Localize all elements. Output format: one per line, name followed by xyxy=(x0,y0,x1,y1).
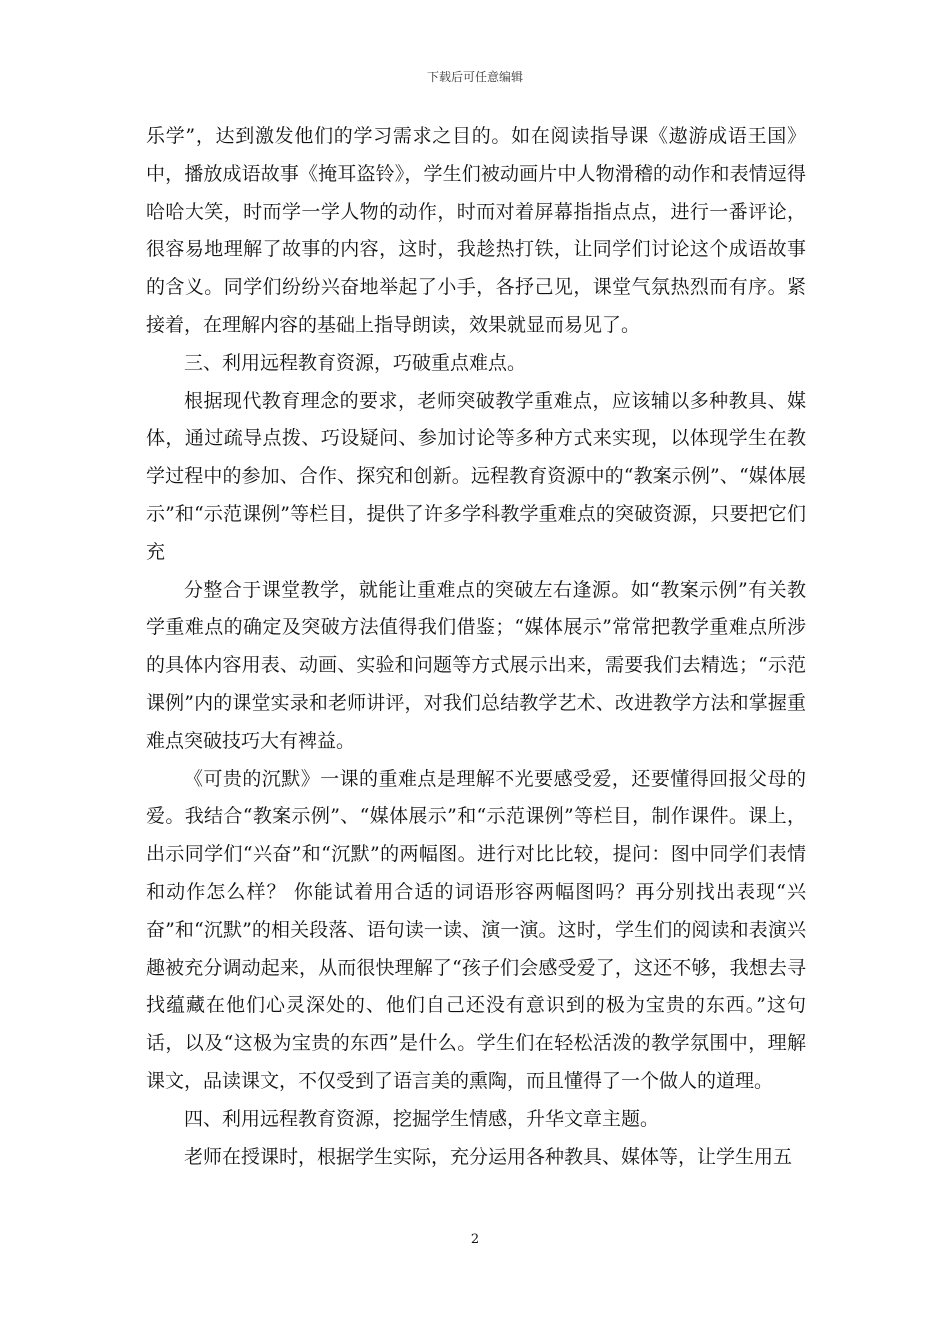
paragraph-4: 《可贵的沉默》一课的重难点是理解不光要感受爱，还要懂得回报父母的爱。我结合“教案示例”、“媒体展示”和“示范课例”等栏目，制作课件。课上，出示同学们“兴奋”和“沉默”的两幅图。进行对比比较，提问：图中同学们表情和动作怎么样？ 你能试着用合适的词语形容两幅图吗？再分别找出表现“兴奋”和“沉默”的相关段落、语句读一读、演一演。这时，学生们的阅读和表演兴趣被充分调动起来，从而很快理解了“孩子们会感受爱了，这还不够，我想去寻找蕴藏在他们心灵深处的、他们自己还没有意识到的极为宝贵的东西。”这句话，以及“这极为宝贵的东西”是什么。学生们在轻松活泼的教学氛围中，理解课文，品读课文，不仅受到了语言美的熏陶，而且懂得了一个做人的道理。 xyxy=(146,767,806,1092)
document-body xyxy=(146,118,806,1176)
page-header: 下载后可任意编辑 xyxy=(426,70,523,84)
paragraph-1: 乐学”，达到激发他们的学习需求之目的。如在阅读指导课《遨游成语王国》中，播放成语故事《掩耳盗铃》，学生们被动画片中人物滑稽的动作和表情逗得哈哈大笑，时而学一学人物的动作，时而对着屏幕指指点点，进行一番评论，很容易地理解了故事的内容，这时，我趁热打铁，让同学们讨论这个成语故事的含义。同学们纷纷兴奋地举起了小手，各抒己见，课堂气氛热烈而有序。紧接着，在理解内容的基础上指导朗读，效果就显而易见了。 xyxy=(146,125,806,336)
paragraph-2: 根据现代教育理念的要求，老师突破教学重难点，应该辅以多种教具、媒体，通过疏导点拨、巧设疑问、参加讨论等多种方式来实现，以体现学生在教学过程中的参加、合作、探究和创新。远程教育资源中的“教案示例”、“媒体展示”和“示范课例”等栏目，提供了许多学科教学重难点的突破资源，只要把它们充 xyxy=(146,389,806,563)
page-number: 2 xyxy=(470,1232,480,1247)
section-heading-4: 四、利用远程教育资源，挖掘学生情感，升华文章主题。 xyxy=(184,1107,660,1130)
section-heading-3: 三、利用远程教育资源，巧破重点难点。 xyxy=(184,351,527,374)
paragraph-5: 老师在授课时，根据学生实际，充分运用各种教具、媒体等，让学生用五 xyxy=(184,1145,793,1168)
paragraph-3: 分整合于课堂教学，就能让重难点的突破左右逢源。如“教案示例”有关教学重难点的确定及突破方法值得我们借鉴；“媒体展示”常常把教学重难点所涉的具体内容用表、动画、实验和问题等方式展示出来，需要我们去精选；“示范课例”内的课堂实录和老师讲评，对我们总结教学艺术、改进教学方法和掌握重难点突破技巧大有裨益。 xyxy=(146,578,806,752)
